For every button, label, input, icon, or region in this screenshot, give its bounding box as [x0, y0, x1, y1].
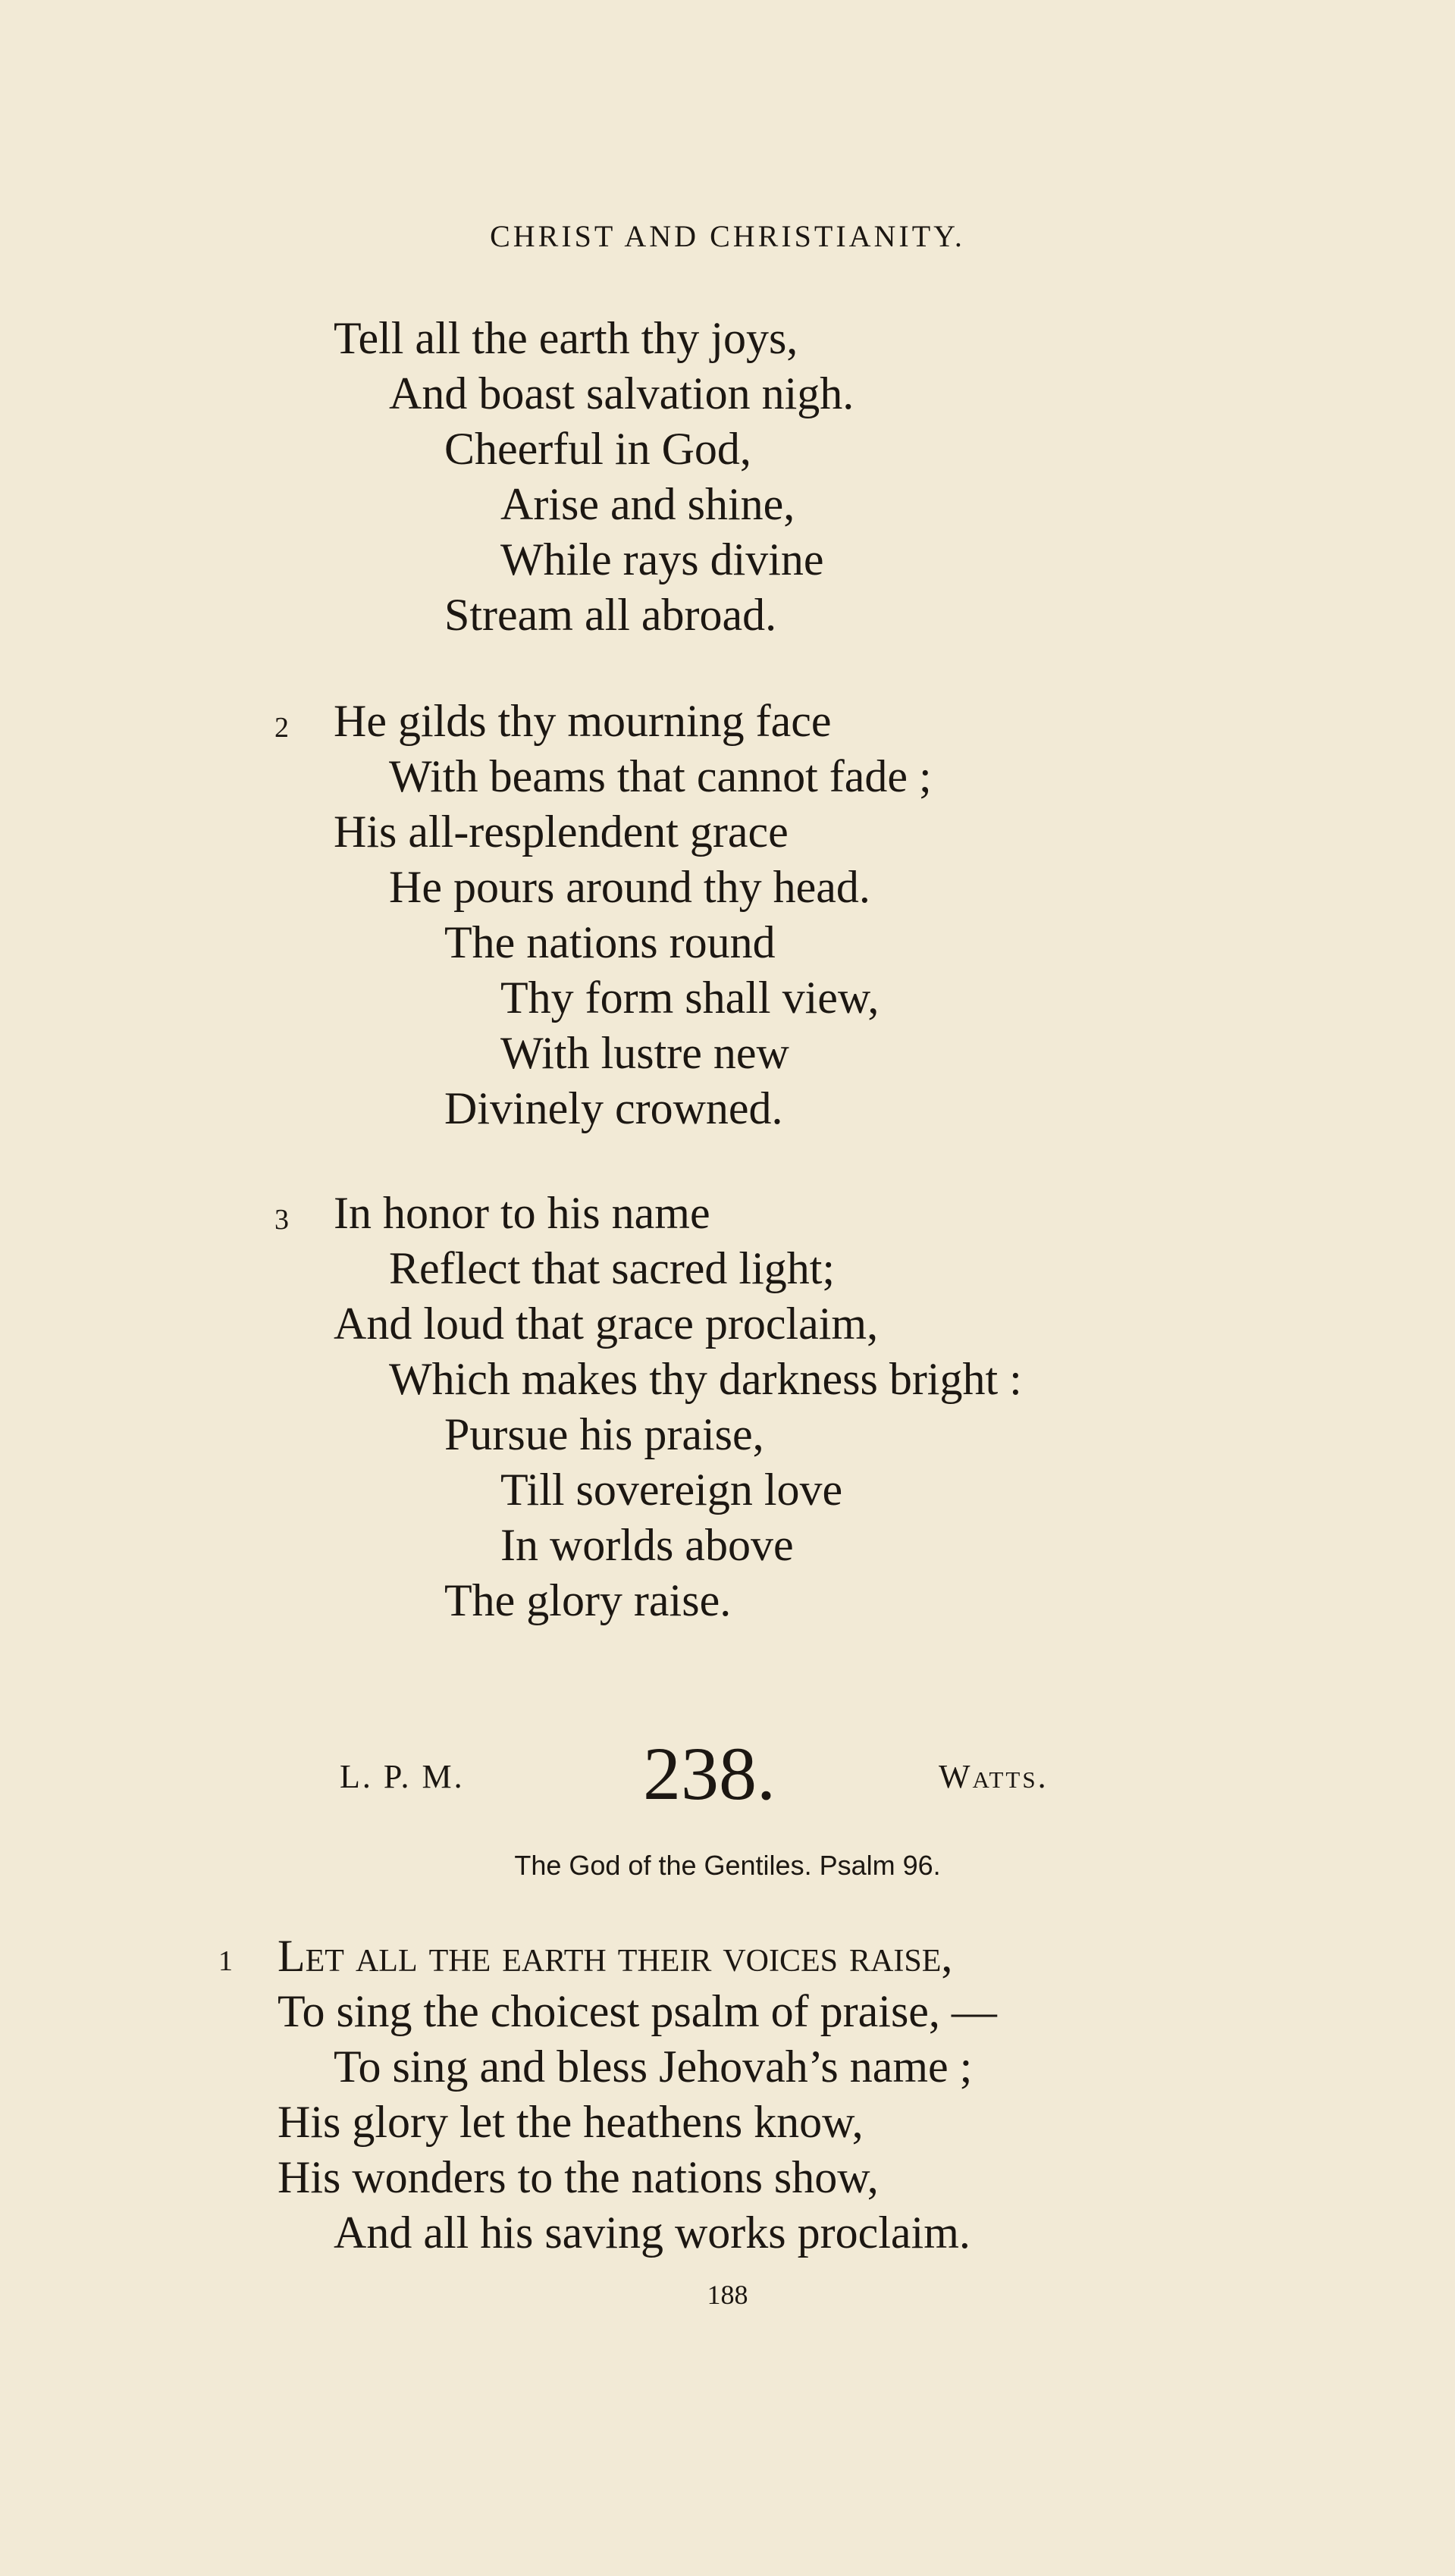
hymn-number: 238.	[643, 1731, 776, 1816]
verse-line: To sing the choicest psalm of praise, —	[278, 1986, 997, 2036]
verse-line: And boast salvation nigh.	[389, 368, 854, 418]
verse-line: His glory let the heathens know,	[278, 2097, 864, 2147]
verse-line: He gilds thy mourning face	[334, 696, 832, 746]
hymn-subtitle: The God of the Gentiles. Psalm 96.	[514, 1850, 941, 1881]
verse-line: Till sovereign love	[500, 1465, 843, 1515]
verse-line: Thy form shall view,	[500, 973, 880, 1023]
verse-line: To sing and bless Jehovah’s name ;	[334, 2042, 973, 2092]
verse-line: In honor to his name	[334, 1188, 710, 1238]
verse-line: In worlds above	[500, 1520, 794, 1570]
hymn-author: Watts.	[939, 1758, 1049, 1795]
stanza-number: 1	[218, 1945, 233, 1977]
verse-line: Divinely crowned.	[444, 1083, 783, 1133]
verse-line: His wonders to the nations show,	[278, 2152, 879, 2202]
hymn-meter: L. P. M.	[340, 1758, 465, 1795]
verse-line: Reflect that sacred light;	[389, 1243, 836, 1293]
verse-line: With lustre new	[500, 1028, 789, 1078]
stanza-number: 2	[274, 712, 289, 744]
running-head: CHRIST AND CHRISTIANITY.	[490, 219, 965, 253]
verse-line: He pours around thy head.	[389, 862, 870, 912]
page-number: 188	[707, 2280, 748, 2310]
verse-line: And loud that grace proclaim,	[334, 1299, 879, 1349]
verse-line: The nations round	[444, 917, 776, 967]
verse-line: Which makes thy darkness bright :	[389, 1354, 1022, 1404]
verse-line: His all-resplendent grace	[334, 807, 789, 857]
verse-line: Let all the earth their voices raise,	[278, 1931, 953, 1981]
verse-line: Arise and shine,	[500, 479, 795, 529]
verse-line: Cheerful in God,	[444, 424, 751, 474]
verse-line: Tell all the earth thy joys,	[334, 313, 798, 363]
verse-line: Stream all abroad.	[444, 590, 777, 640]
verse-line: While rays divine	[500, 534, 824, 584]
verse-line: The glory raise.	[444, 1575, 732, 1625]
stanza-number: 3	[274, 1204, 289, 1236]
verse-line: And all his saving works proclaim.	[334, 2208, 971, 2258]
verse-line: Pursue his praise,	[444, 1409, 764, 1459]
hymn-header	[0, 1731, 1455, 1819]
verse-line: With beams that cannot fade ;	[389, 751, 932, 801]
